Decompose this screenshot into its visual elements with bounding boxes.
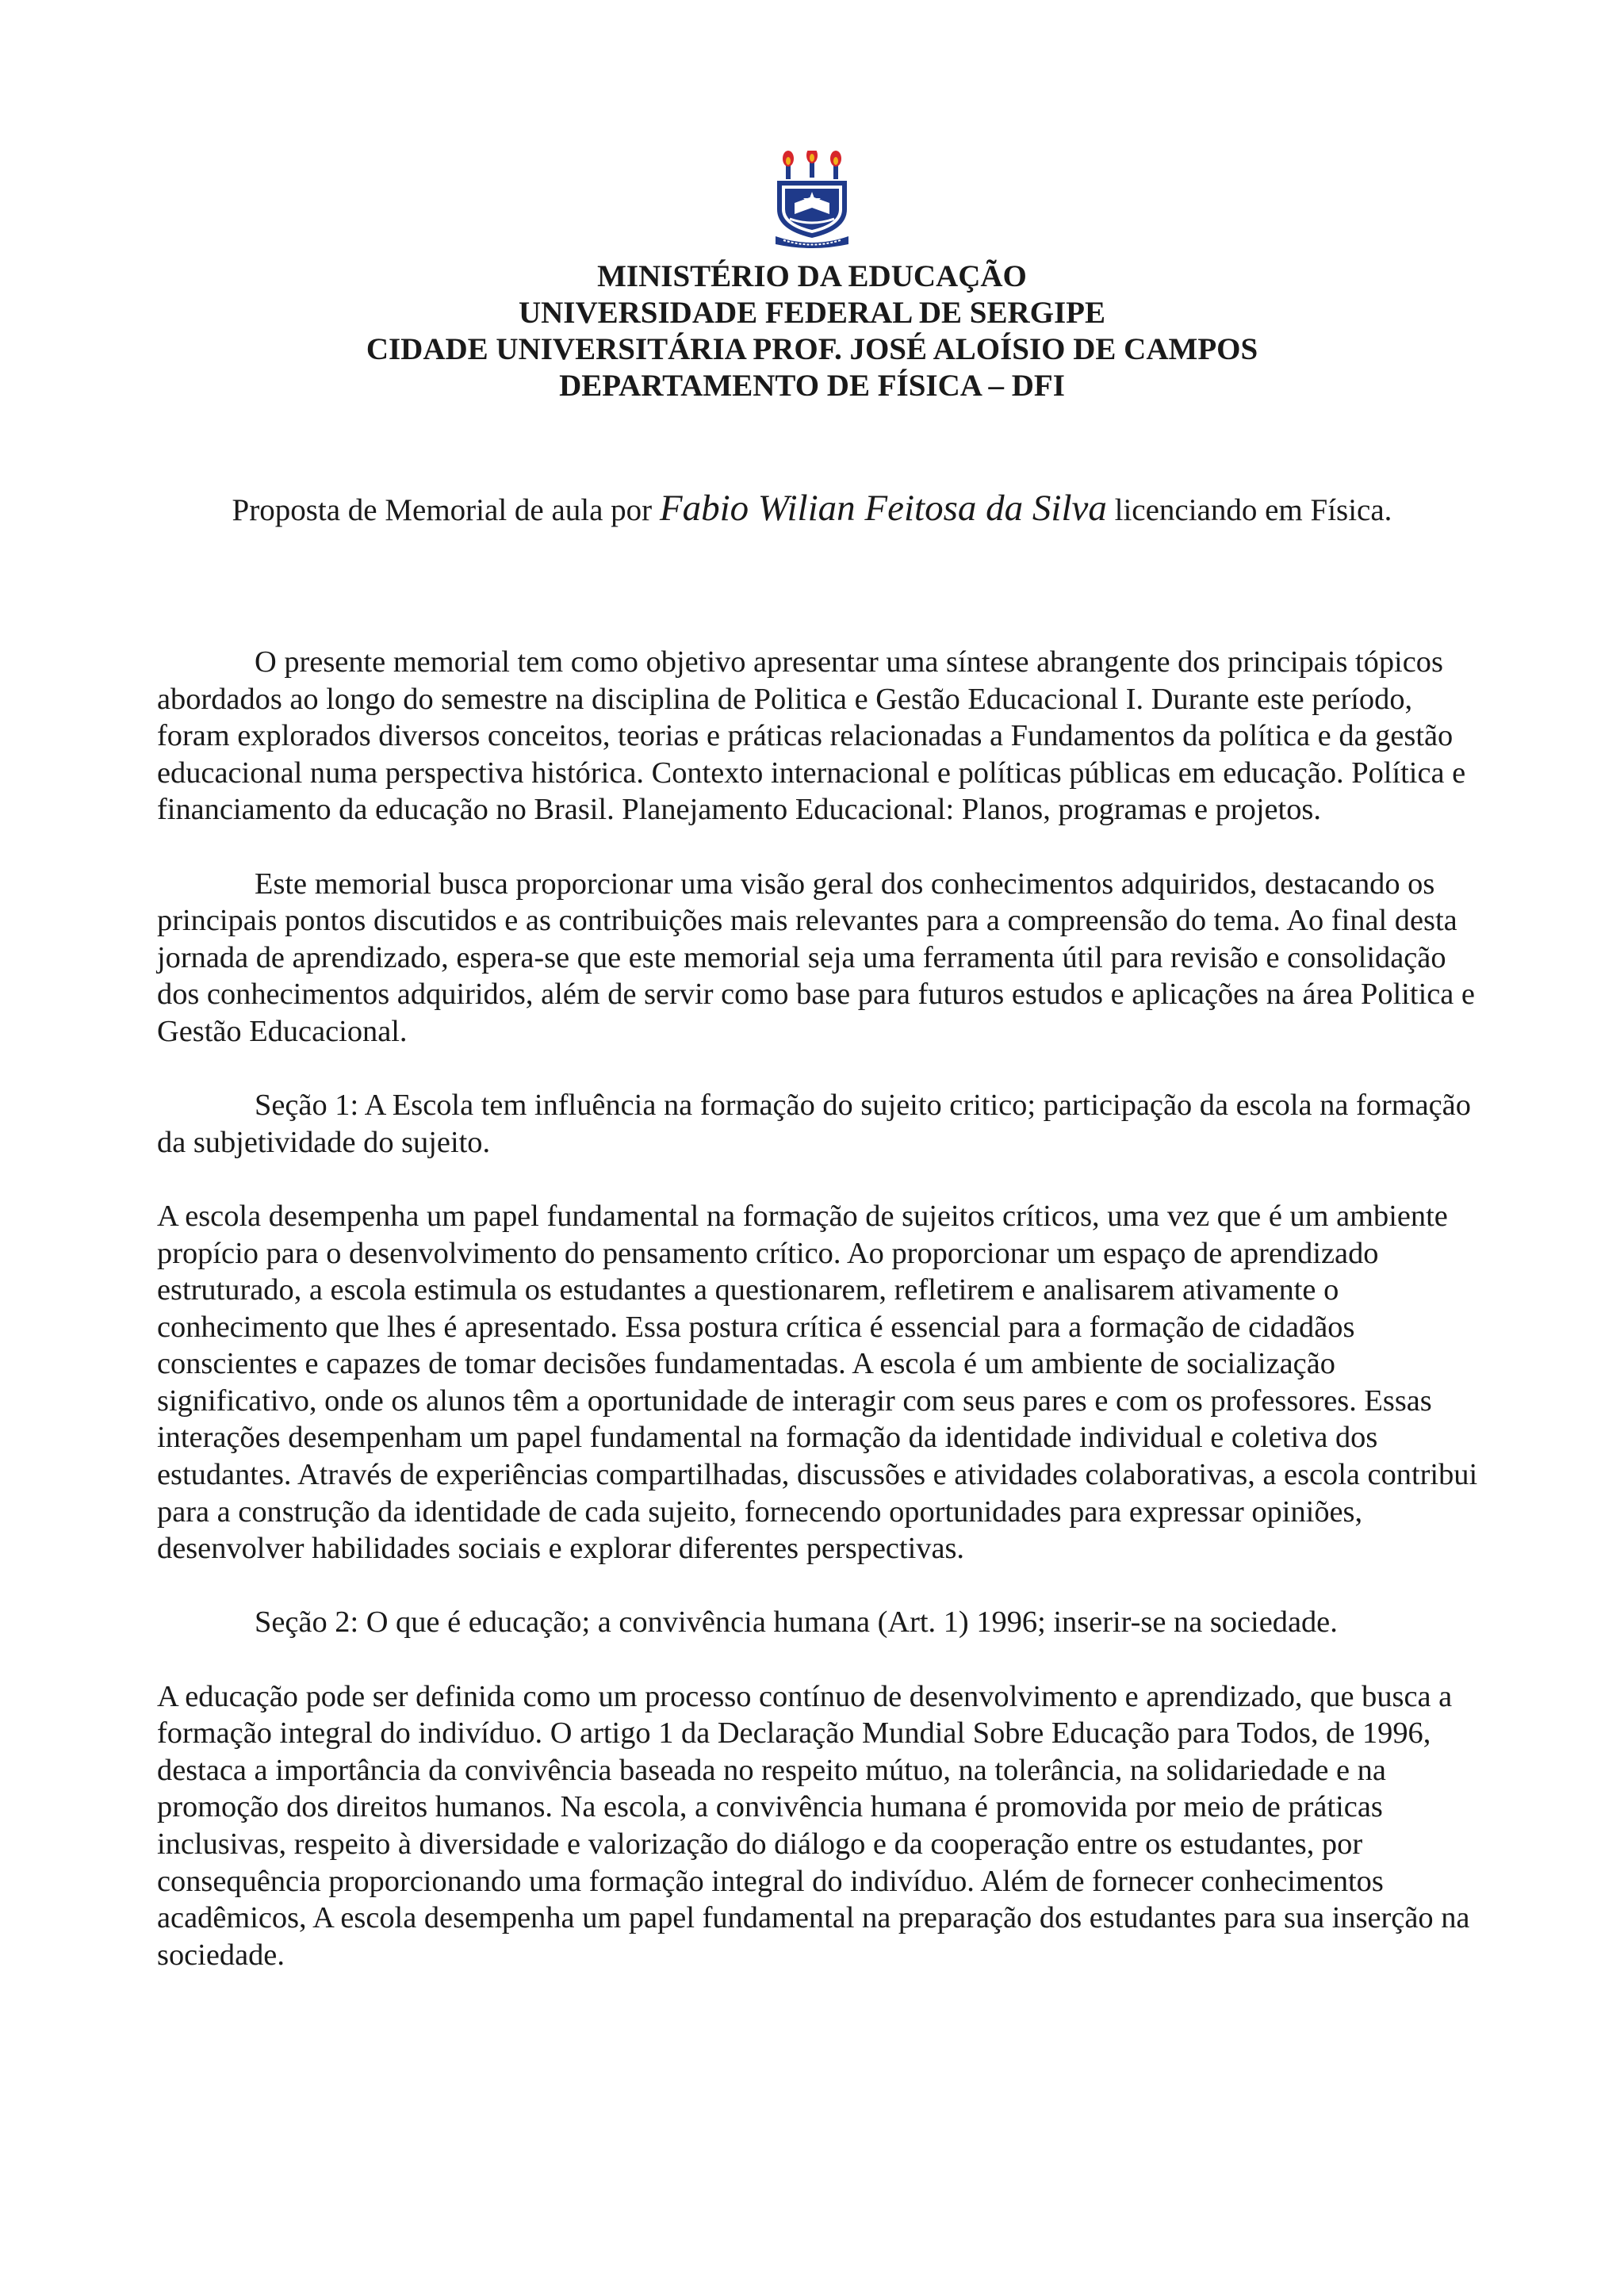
institution-header [0,258,1624,404]
header-department: DEPARTAMENTO DE FÍSICA – DFI [559,369,1065,403]
intro-paragraph: O presente memorial tem como objetivo apresentar uma síntese abrangente dos principais tópicos abordados ao longo do semestre na disciplina de Politica e Gestão Educacional I. Durante este período, foram explorados diversos conceitos, teorias e práticas relacionadas a Fundamentos da política e da gestão educacional numa perspectiva histórica. Contexto internacional e políticas públicas em educação. Política e financiamento da educação no Brasil. Planejamento Educacional: Planos, programas e projetos. [157,645,1466,827]
memorial-body [157,644,1486,2011]
section-1-heading: Seção 1: A Escola tem influência na formação do sujeito critico; participação da escola na formação da subjetividade do sujeito. [157,1089,1471,1159]
university-crest-icon [771,151,853,251]
author-name: Fabio Wilian Feitosa da Silva [659,488,1107,529]
proposal-suffix: licenciando em Física. [1106,493,1392,527]
header-university: UNIVERSIDADE FEDERAL DE SERGIPE [518,296,1106,330]
header-ministry: MINISTÉRIO DA EDUCAÇÃO [597,259,1027,293]
section-1-paragraph: A escola desempenha um papel fundamental na formação de sujeitos críticos, uma vez que é um ambiente propício para o desenvolvimento do pensamento crítico. Ao proporcionar um espaço de aprendizado estruturado, a escola estimula os estudantes a questionarem, refletirem e analisarem ativamente o conhecimento que lhes é apresentado. Essa postura crítica é essencial para a formação de cidadãos conscientes e capazes de tomar decisões fundamentadas. A escola é um ambiente de socialização significativo, onde os alunos têm a oportunidade de interagir com seus pares e com os professores. Essas interações desempenham um papel fundamental na formação da identidade individual e coletiva dos estudantes. Através de experiências compartilhadas, discussões e atividades colaborativas, a escola contribui para a construção da identidade de cada sujeito, fornecendo oportunidades para expressar opiniões, desenvolver habilidades sociais e explorar diferentes perspectivas. [157,1199,1478,1566]
section-2-heading: Seção 2: O que é educação; a convivência humana (Art. 1) 1996; inserir-se na sociedade. [255,1605,1338,1640]
proposal-line [0,485,1624,534]
purpose-paragraph: Este memorial busca proporcionar uma visão geral dos conhecimentos adquiridos, destacando os principais pontos discutidos e as contribuições mais relevantes para a compreensão do tema. Ao final desta jornada de aprendizado, espera-se que este memorial seja uma ferramenta útil para revisão e consolidação dos conhecimentos adquiridos, além de servir como base para futuros estudos e aplicações na área Politica e Gestão Educacional. [157,867,1475,1048]
proposal-prefix: Proposta de Memorial de aula por [232,493,660,527]
section-2-paragraph: A educação pode ser definida como um processo contínuo de desenvolvimento e aprendizado, que busca a formação integral do indivíduo. O artigo 1 da Declaração Mundial Sobre Educação para Todos, de 1996, destaca a importância da convivência baseada no respeito mútuo, na tolerância, na solidariedade e na promoção dos direitos humanos. Na escola, a convivência humana é promovida por meio de práticas inclusivas, respeito à diversidade e valorização do diálogo e da cooperação entre os estudantes, por consequência proporcionando uma formação integral do indivíduo. Além de fornecer conhecimentos acadêmicos, A escola desempenha um papel fundamental na preparação dos estudantes para sua inserção na sociedade. [157,1679,1470,1972]
header-campus: CIDADE UNIVERSITÁRIA PROF. JOSÉ ALOÍSIO DE CAMPOS [366,332,1258,366]
